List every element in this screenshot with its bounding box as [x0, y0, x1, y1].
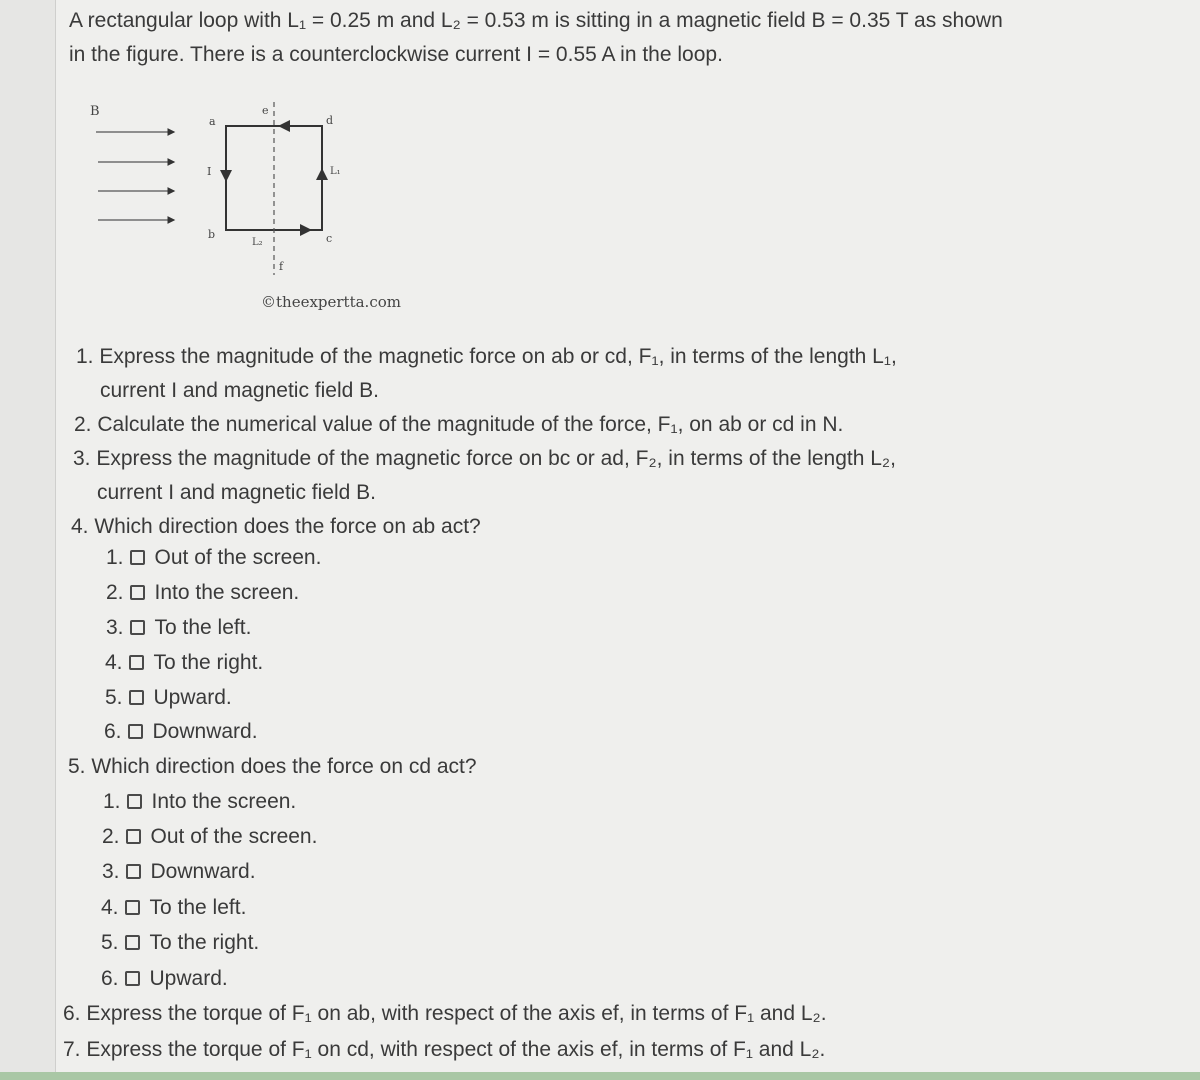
- intro-line-2: in the figure. There is a counterclockwise current I = 0.55 A in the loop.: [69, 43, 723, 66]
- label-a: a: [209, 115, 216, 128]
- label-L1: L₁: [330, 166, 341, 177]
- checkbox[interactable]: [125, 935, 140, 950]
- checkbox[interactable]: [129, 690, 144, 705]
- label-B: B: [90, 104, 100, 119]
- document-page: [55, 0, 1200, 1072]
- question-2: 2. Calculate the numerical value of the magnitude of the force, F₁, on ab or cd in N.: [74, 413, 844, 436]
- checkbox[interactable]: [130, 620, 145, 635]
- q5-option-6[interactable]: 6. Upward.: [101, 967, 228, 990]
- checkbox[interactable]: [128, 724, 143, 739]
- checkbox[interactable]: [126, 829, 141, 844]
- checkbox[interactable]: [126, 864, 141, 879]
- question-3: 3. Express the magnitude of the magnetic force on bc or ad, F₂, in terms of the length L₂, current I and magnetic field B.: [73, 447, 896, 504]
- q5-option-5[interactable]: 5. To the right.: [101, 931, 260, 954]
- q4-option-4[interactable]: 4. To the right.: [105, 651, 264, 674]
- question-1: 1. Express the magnitude of the magnetic force on ab or cd, F₁, in terms of the length L₁, current I and magnetic field B.: [76, 345, 897, 402]
- q5-option-2[interactable]: 2. Out of the screen.: [102, 825, 318, 848]
- q4-option-5[interactable]: 5. Upward.: [105, 686, 232, 709]
- q4-option-3[interactable]: 3. To the left.: [106, 616, 252, 639]
- q4-option-6[interactable]: 6. Downward.: [104, 720, 258, 743]
- bottom-strip: [0, 1072, 1200, 1080]
- label-I: I: [207, 165, 212, 178]
- intro-line-1: A rectangular loop with L₁ = 0.25 m and L₂ = 0.53 m is sitting in a magnetic field B = 0.35 T as shown: [69, 9, 1003, 32]
- problem-statement: [69, 4, 1149, 72]
- label-b: b: [208, 228, 216, 241]
- q4-option-1[interactable]: 1. Out of the screen.: [106, 546, 322, 569]
- question-6: 6. Express the torque of F₁ on ab, with respect of the axis ef, in terms of F₁ and L₂.: [63, 1002, 827, 1025]
- checkbox[interactable]: [130, 585, 145, 600]
- question-7: 7. Express the torque of F₁ on cd, with respect of the axis ef, in terms of F₁ and L₂.: [63, 1038, 826, 1061]
- q5-option-4[interactable]: 4. To the left.: [101, 896, 247, 919]
- checkbox[interactable]: [127, 794, 142, 809]
- checkbox[interactable]: [129, 655, 144, 670]
- q5-option-1[interactable]: 1. Into the screen.: [103, 790, 297, 813]
- field-lines: [96, 132, 174, 220]
- loop-diagram: [86, 90, 446, 320]
- checkbox[interactable]: [130, 550, 145, 565]
- question-4: 4. Which direction does the force on ab act?: [71, 515, 481, 538]
- label-L2: L₂: [252, 237, 263, 248]
- q4-option-2[interactable]: 2. Into the screen.: [106, 581, 300, 604]
- label-e: e: [262, 104, 269, 117]
- label-f: f: [279, 260, 284, 273]
- q5-option-3[interactable]: 3. Downward.: [102, 860, 256, 883]
- loop-figure: [86, 90, 446, 320]
- question-5: 5. Which direction does the force on cd act?: [68, 755, 477, 778]
- label-c: c: [326, 232, 333, 245]
- label-d: d: [326, 114, 334, 127]
- checkbox[interactable]: [125, 971, 140, 986]
- watermark: ©theexpertta.com: [261, 293, 401, 311]
- checkbox[interactable]: [125, 900, 140, 915]
